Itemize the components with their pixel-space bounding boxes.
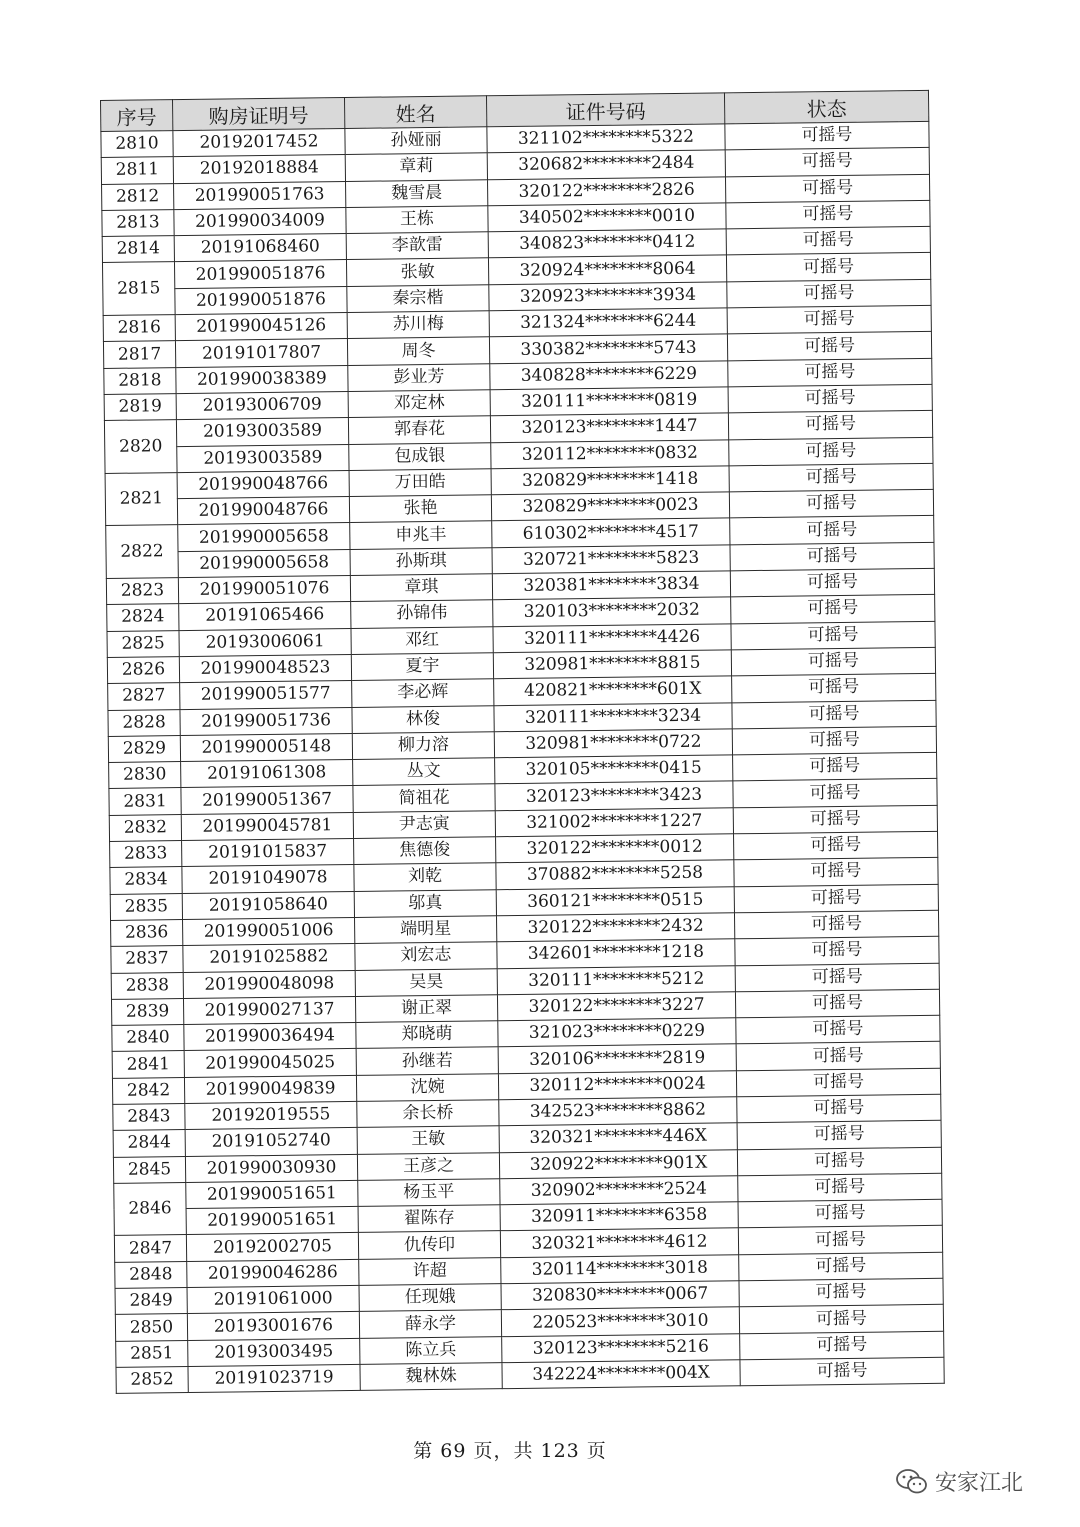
cell-status: 可摇号 (730, 542, 934, 571)
cell-status: 可摇号 (732, 674, 936, 703)
cell-status: 可摇号 (734, 831, 938, 860)
cell-seq: 2819 (104, 394, 176, 421)
cell-cert-no: 201990051006 (183, 917, 355, 945)
cell-cert-no: 201990027137 (183, 996, 355, 1024)
cell-cert-no: 201990045781 (181, 812, 353, 840)
cell-name: 李必辉 (352, 679, 494, 707)
cell-status: 可摇号 (729, 490, 933, 519)
cell-status: 可摇号 (739, 1278, 943, 1307)
cell-status: 可摇号 (738, 1199, 942, 1228)
cell-name: 余长桥 (357, 1100, 499, 1128)
cell-cert-no: 201990048098 (183, 970, 355, 998)
cell-status: 可摇号 (729, 437, 933, 466)
cell-name: 端明星 (355, 916, 497, 944)
cell-cert-no: 201990049839 (184, 1075, 356, 1103)
cell-id-no: 370882********5258 (496, 860, 734, 889)
cell-name: 孙锦伟 (351, 600, 493, 628)
cell-cert-no: 201990051736 (180, 707, 352, 735)
header-cert-no: 购房证明号 (173, 98, 345, 131)
cell-id-no: 320321********446X (499, 1123, 737, 1152)
watermark (895, 1466, 1023, 1497)
cell-seq: 2832 (109, 814, 181, 841)
cell-id-no: 360121********0515 (496, 886, 734, 915)
header-id-no: 证件号码 (486, 93, 724, 127)
cell-name: 彭业芳 (348, 363, 490, 391)
cell-name: 邓红 (351, 626, 493, 654)
cell-id-no: 320721********5823 (492, 545, 730, 574)
cell-seq: 2820 (104, 420, 177, 473)
cell-cert-no: 20193003589 (176, 418, 348, 446)
cell-status: 可摇号 (739, 1252, 943, 1281)
cell-seq: 2826 (107, 657, 179, 684)
cell-name: 谢正翠 (355, 995, 497, 1023)
cell-cert-no: 201990005658 (178, 549, 350, 577)
cell-seq: 2846 (114, 1182, 187, 1235)
cell-id-no: 321023********0229 (498, 1018, 736, 1047)
cell-seq: 2838 (111, 972, 183, 999)
cell-name: 孙娅丽 (345, 127, 487, 155)
cell-cert-no: 201990030930 (185, 1154, 357, 1182)
cell-name: 丛文 (353, 758, 495, 786)
cell-cert-no: 201990051876 (174, 260, 346, 288)
cell-seq: 2841 (112, 1051, 184, 1078)
cell-seq: 2847 (114, 1235, 186, 1262)
cell-seq: 2843 (113, 1104, 185, 1131)
cell-cert-no: 20192019555 (185, 1101, 357, 1129)
cell-id-no: 320981********0722 (494, 729, 732, 758)
cell-id-no: 340502********0010 (488, 203, 726, 232)
cell-name: 秦宗楷 (347, 285, 489, 313)
cell-id-no: 320902********2524 (500, 1176, 738, 1205)
cell-seq: 2823 (106, 578, 178, 605)
cell-id-no: 320106********2819 (498, 1044, 736, 1073)
cell-cert-no: 201990046286 (187, 1259, 359, 1287)
cell-id-no: 320829********0023 (491, 492, 729, 521)
cell-name: 焦德俊 (354, 837, 496, 865)
cell-status: 可摇号 (740, 1357, 944, 1386)
cell-name: 刘乾 (354, 863, 496, 891)
cell-cert-no: 20193003495 (188, 1338, 360, 1366)
cell-name: 许超 (359, 1257, 501, 1285)
cell-id-no: 320122********2432 (496, 913, 734, 942)
cell-id-no: 320123********5216 (502, 1333, 740, 1362)
cell-name: 沈婉 (356, 1073, 498, 1101)
cell-status: 可摇号 (740, 1331, 944, 1360)
cell-seq: 2852 (116, 1366, 188, 1393)
cell-status: 可摇号 (738, 1173, 942, 1202)
cell-name: 张艳 (349, 495, 491, 523)
cell-id-no: 320381********3834 (492, 571, 730, 600)
cell-seq: 2842 (112, 1077, 184, 1104)
cell-id-no: 320122********0012 (496, 834, 734, 863)
cell-id-no: 320111********4426 (493, 623, 731, 652)
cell-cert-no: 20191023719 (188, 1364, 360, 1392)
cell-seq: 2833 (110, 841, 182, 868)
cell-cert-no: 201990005658 (178, 523, 350, 551)
cell-name: 周冬 (347, 337, 489, 365)
cell-seq: 2822 (106, 525, 179, 578)
cell-status: 可摇号 (737, 1094, 941, 1123)
cell-seq: 2810 (101, 131, 173, 158)
cell-seq: 2848 (115, 1261, 187, 1288)
cell-status: 可摇号 (731, 595, 935, 624)
cell-cert-no: 20193003589 (177, 444, 349, 472)
cell-id-no: 320112********0024 (498, 1070, 736, 1099)
cell-id-no: 320924********8064 (488, 255, 726, 284)
cell-seq: 2813 (102, 209, 174, 236)
cell-name: 邬真 (354, 889, 496, 917)
cell-cert-no: 20191065466 (179, 602, 351, 630)
cell-id-no: 320321********4612 (500, 1228, 738, 1257)
cell-id-no: 320830********0067 (501, 1281, 739, 1310)
cell-name: 魏雪晨 (346, 179, 488, 207)
cell-status: 可摇号 (732, 700, 936, 729)
cell-seq: 2850 (115, 1314, 187, 1341)
cell-seq: 2844 (113, 1130, 185, 1157)
cell-seq: 2831 (109, 788, 181, 815)
cell-status: 可摇号 (730, 516, 934, 545)
cell-name: 郑晓萌 (356, 1021, 498, 1049)
cell-seq: 2851 (116, 1340, 188, 1367)
cell-status: 可摇号 (733, 805, 937, 834)
header-name: 姓名 (344, 96, 486, 129)
cell-name: 包成银 (349, 442, 491, 470)
cell-cert-no: 201990051651 (186, 1180, 358, 1208)
cell-status: 可摇号 (728, 358, 932, 387)
cell-id-no: 320114********3018 (501, 1255, 739, 1284)
cell-cert-no: 20193006061 (179, 628, 351, 656)
cell-id-no: 321324********6244 (489, 308, 727, 337)
cell-id-no: 320112********0832 (491, 439, 729, 468)
cell-id-no: 610302********4517 (492, 518, 730, 547)
cell-seq: 2827 (108, 683, 180, 710)
cell-cert-no: 20191015837 (182, 838, 354, 866)
cell-seq: 2839 (111, 998, 183, 1025)
cell-seq: 2834 (110, 867, 182, 894)
cell-cert-no: 201990048766 (177, 470, 349, 498)
cell-seq: 2845 (113, 1156, 185, 1183)
cell-cert-no: 20191049078 (182, 865, 354, 893)
cell-status: 可摇号 (731, 621, 935, 650)
cell-seq: 2825 (107, 630, 179, 657)
cell-cert-no: 20191061308 (181, 760, 353, 788)
cell-name: 林俊 (352, 705, 494, 733)
cell-seq: 2849 (115, 1288, 187, 1315)
cell-seq: 2818 (104, 367, 176, 394)
cell-name: 任现娥 (359, 1284, 501, 1312)
cell-id-no: 342224********004X (502, 1360, 740, 1389)
cell-seq: 2816 (103, 315, 175, 342)
cell-status: 可摇号 (734, 858, 938, 887)
cell-name: 张敏 (346, 258, 488, 286)
cell-name: 苏川梅 (347, 311, 489, 339)
cell-id-no: 320923********3934 (489, 282, 727, 311)
cell-cert-no: 20192017452 (173, 129, 345, 157)
cell-cert-no: 201990045126 (175, 313, 347, 341)
cell-cert-no: 201990045025 (184, 1049, 356, 1077)
cell-cert-no: 20193001676 (187, 1312, 359, 1340)
cell-seq: 2837 (111, 946, 183, 973)
cell-name: 仇传印 (358, 1231, 500, 1259)
cell-id-no: 320105********0415 (495, 755, 733, 784)
cell-id-no: 320111********0819 (490, 387, 728, 416)
cell-name: 郭春花 (348, 416, 490, 444)
cell-status: 可摇号 (725, 174, 929, 203)
cell-name: 吴昊 (355, 968, 497, 996)
cell-seq: 2830 (109, 762, 181, 789)
header-status: 状态 (724, 90, 928, 123)
cell-id-no: 420821********601X (494, 676, 732, 705)
cell-cert-no: 201990051367 (181, 786, 353, 814)
cell-name: 翟陈存 (358, 1205, 500, 1233)
cell-cert-no: 20191017807 (175, 339, 347, 367)
cell-id-no: 320122********2826 (487, 176, 725, 205)
cell-cert-no: 201990051876 (175, 286, 347, 314)
cell-id-no: 320829********1418 (491, 466, 729, 495)
cell-name: 陈立兵 (360, 1336, 502, 1364)
cell-seq: 2829 (108, 735, 180, 762)
cell-status: 可摇号 (735, 989, 939, 1018)
cell-id-no: 320911********6358 (500, 1202, 738, 1231)
cell-cert-no: 20192002705 (186, 1233, 358, 1261)
data-table (100, 90, 945, 1394)
cell-status: 可摇号 (734, 884, 938, 913)
cell-status: 可摇号 (733, 752, 937, 781)
cell-id-no: 330382********5743 (489, 334, 727, 363)
cell-status: 可摇号 (726, 227, 930, 256)
cell-cert-no: 20191052740 (185, 1128, 357, 1156)
cell-status: 可摇号 (728, 384, 932, 413)
cell-id-no: 320123********1447 (490, 413, 728, 442)
cell-status: 可摇号 (727, 305, 931, 334)
cell-id-no: 320122********3227 (497, 992, 735, 1021)
cell-status: 可摇号 (729, 463, 933, 492)
cell-name: 王敏 (357, 1126, 499, 1154)
cell-id-no: 320981********8815 (493, 650, 731, 679)
cell-cert-no: 20191058640 (182, 891, 354, 919)
cell-id-no: 321002********1227 (495, 808, 733, 837)
cell-id-no: 320922********901X (499, 1149, 737, 1178)
cell-cert-no: 201990048766 (177, 497, 349, 525)
cell-status: 可摇号 (736, 1068, 940, 1097)
cell-id-no: 340828********6229 (490, 361, 728, 390)
cell-cert-no: 201990051763 (174, 181, 346, 209)
cell-status: 可摇号 (739, 1305, 943, 1334)
cell-cert-no: 20191061000 (187, 1285, 359, 1313)
cell-id-no: 342523********8862 (499, 1097, 737, 1126)
cell-cert-no: 201990038389 (176, 365, 348, 393)
cell-cert-no: 20193006709 (176, 391, 348, 419)
cell-seq: 2817 (103, 341, 175, 368)
cell-status: 可摇号 (725, 148, 929, 177)
cell-status: 可摇号 (727, 279, 931, 308)
cell-name: 孙斯琪 (350, 547, 492, 575)
cell-status: 可摇号 (732, 726, 936, 755)
cell-status: 可摇号 (737, 1147, 941, 1176)
cell-name: 邓定林 (348, 390, 490, 418)
cell-name: 李歆雷 (346, 232, 488, 260)
cell-name: 章莉 (345, 153, 487, 181)
table-body (101, 121, 944, 1393)
cell-status: 可摇号 (726, 253, 930, 282)
cell-cert-no: 201990051577 (180, 681, 352, 709)
cell-status: 可摇号 (737, 1121, 941, 1150)
cell-status: 可摇号 (735, 937, 939, 966)
cell-name: 王栋 (346, 206, 488, 234)
cell-status: 可摇号 (726, 200, 930, 229)
cell-name: 王彦之 (357, 1152, 499, 1180)
cell-seq: 2811 (101, 157, 173, 184)
cell-name: 刘宏志 (355, 942, 497, 970)
cell-id-no: 220523********3010 (501, 1307, 739, 1336)
page-number: 第 69 页，共 123 页 (413, 1440, 607, 1462)
cell-id-no: 321102********5322 (487, 124, 725, 153)
cell-seq: 2836 (111, 919, 183, 946)
cell-status: 可摇号 (727, 332, 931, 361)
cell-seq: 2814 (102, 236, 174, 263)
cell-name: 柳力溶 (352, 732, 494, 760)
cell-status: 可摇号 (736, 1015, 940, 1044)
cell-status: 可摇号 (734, 910, 938, 939)
cell-seq: 2821 (105, 472, 178, 525)
cell-cert-no: 20191025882 (183, 944, 355, 972)
cell-name: 尹志寅 (353, 810, 495, 838)
cell-id-no: 320111********3234 (494, 702, 732, 731)
cell-status: 可摇号 (735, 963, 939, 992)
cell-status: 可摇号 (731, 647, 935, 676)
cell-status: 可摇号 (733, 779, 937, 808)
cell-id-no: 340823********0412 (488, 229, 726, 258)
cell-name: 夏宇 (351, 653, 493, 681)
cell-name: 申兆丰 (350, 521, 492, 549)
cell-name: 杨玉平 (358, 1179, 500, 1207)
cell-cert-no: 20192018884 (173, 155, 345, 183)
wechat-icon (895, 1468, 929, 1496)
cell-seq: 2815 (102, 262, 175, 315)
header-seq: 序号 (101, 100, 173, 132)
cell-name: 魏林姝 (360, 1363, 502, 1391)
watermark-text: 安家江北 (935, 1471, 1024, 1496)
cell-seq: 2840 (112, 1025, 184, 1052)
cell-id-no: 320111********5212 (497, 965, 735, 994)
cell-seq: 2828 (108, 709, 180, 736)
cell-cert-no: 201990051076 (178, 576, 350, 604)
cell-id-no: 342601********1218 (497, 939, 735, 968)
cell-seq: 2824 (107, 604, 179, 631)
cell-id-no: 320103********2032 (493, 597, 731, 626)
cell-cert-no: 201990036494 (184, 1023, 356, 1051)
cell-seq: 2835 (110, 893, 182, 920)
cell-cert-no: 20191068460 (174, 234, 346, 262)
cell-status: 可摇号 (730, 568, 934, 597)
cell-name: 简祖花 (353, 784, 495, 812)
cell-status: 可摇号 (738, 1226, 942, 1255)
cell-status: 可摇号 (728, 411, 932, 440)
cell-cert-no: 201990005148 (180, 733, 352, 761)
cell-cert-no: 201990034009 (174, 207, 346, 235)
cell-cert-no: 201990051651 (186, 1207, 358, 1235)
cell-name: 章琪 (350, 574, 492, 602)
cell-status: 可摇号 (725, 121, 929, 150)
cell-name: 孙继若 (356, 1047, 498, 1075)
cell-seq: 2812 (102, 183, 174, 210)
cell-name: 薛永学 (359, 1310, 501, 1338)
cell-id-no: 320123********3423 (495, 781, 733, 810)
cell-status: 可摇号 (736, 1042, 940, 1071)
cell-cert-no: 201990048523 (179, 654, 351, 682)
cell-name: 万田皓 (349, 469, 491, 497)
cell-id-no: 320682********2484 (487, 150, 725, 179)
